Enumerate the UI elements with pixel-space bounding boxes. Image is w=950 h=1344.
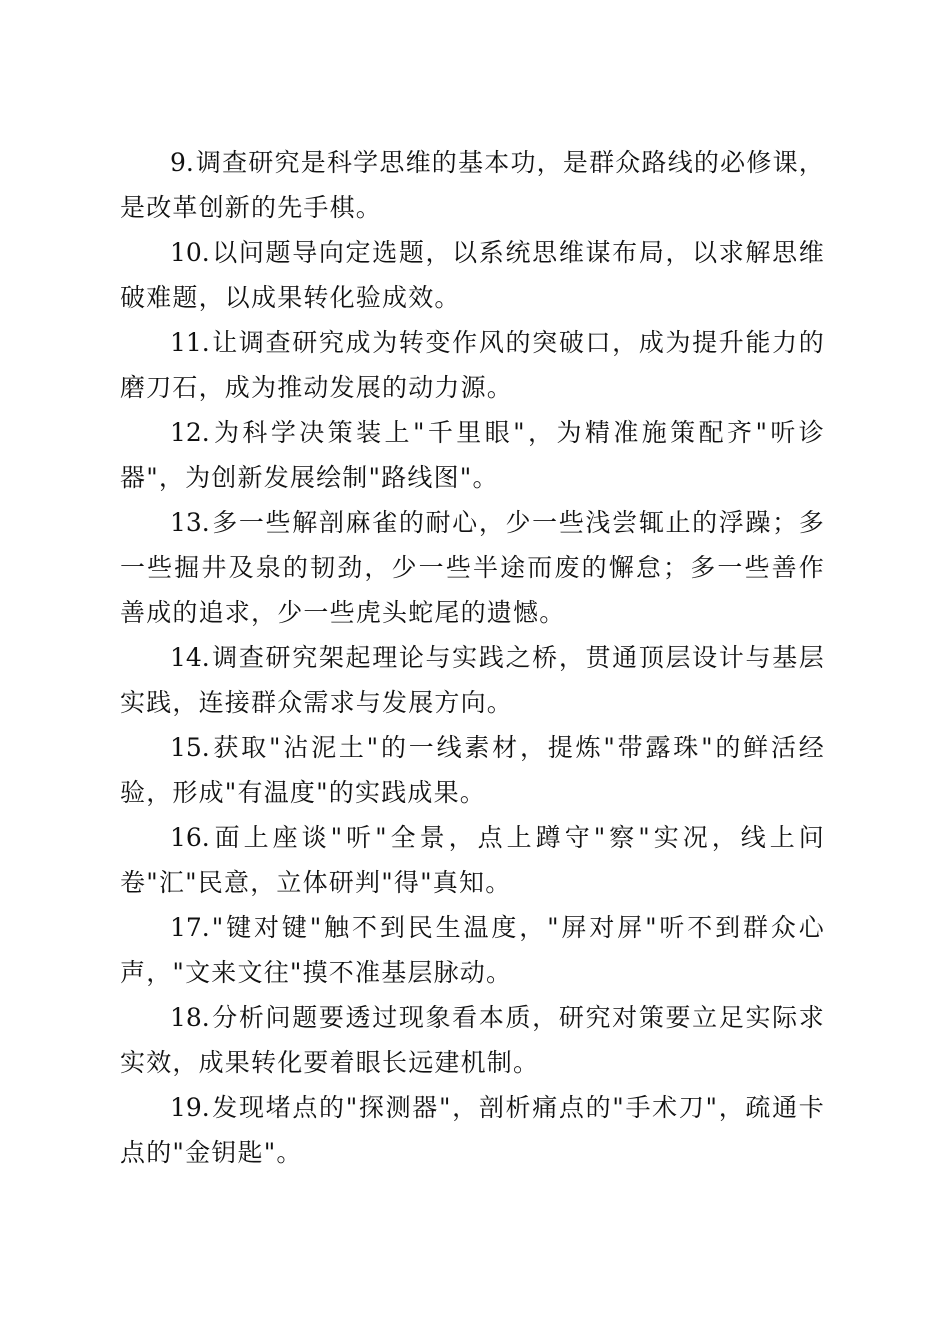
- paragraph-19: [120, 1085, 825, 1175]
- paragraph-text: "键对键"触不到民生温度，"屏对屏"听不到群众心声，"文来文往"摸不准基层脉动。: [120, 913, 825, 987]
- paragraph-text: 以问题导向定选题，以系统思维谋布局，以求解思维破难题，以成果转化验成效。: [120, 238, 825, 312]
- paragraph-text: 获取"沾泥土"的一线素材，提炼"带露珠"的鲜活经验，形成"有温度"的实践成果。: [120, 733, 825, 807]
- paragraph-number: 14.: [170, 643, 210, 672]
- paragraph-number: 13.: [170, 508, 210, 537]
- paragraph-number: 17.: [170, 913, 210, 942]
- paragraph-12: [120, 410, 825, 500]
- paragraph-number: 10.: [170, 238, 210, 267]
- paragraph-10: [120, 230, 825, 320]
- paragraph-number: 16.: [170, 823, 210, 852]
- paragraph-15: [120, 725, 825, 815]
- paragraph-16: [120, 815, 825, 905]
- paragraph-number: 12.: [170, 418, 210, 447]
- paragraph-text: 面上座谈"听"全景，点上蹲守"察"实况，线上问卷"汇"民意，立体研判"得"真知。: [120, 823, 825, 897]
- paragraph-text: 调查研究架起理论与实践之桥，贯通顶层设计与基层实践，连接群众需求与发展方向。: [120, 643, 825, 717]
- paragraph-text: 分析问题要透过现象看本质，研究对策要立足实际求实效，成果转化要着眼长远建机制。: [120, 1003, 825, 1077]
- paragraph-number: 15.: [170, 733, 210, 762]
- paragraph-number: 11.: [170, 328, 210, 357]
- document-body: [120, 140, 825, 1175]
- paragraph-11: [120, 320, 825, 410]
- paragraph-9: [120, 140, 825, 230]
- paragraph-text: 调查研究是科学思维的基本功，是群众路线的必修课，是改革创新的先手棋。: [120, 148, 825, 222]
- paragraph-text: 发现堵点的"探测器"，剖析痛点的"手术刀"，疏通卡点的"金钥匙"。: [120, 1093, 825, 1167]
- paragraph-number: 19.: [170, 1093, 210, 1122]
- paragraph-18: [120, 995, 825, 1085]
- paragraph-text: 多一些解剖麻雀的耐心，少一些浅尝辄止的浮躁；多一些掘井及泉的韧劲，少一些半途而废的懈怠；多一些善作善成的追求，少一些虎头蛇尾的遗憾。: [120, 508, 825, 627]
- paragraph-number: 9.: [170, 148, 194, 177]
- paragraph-text: 为科学决策装上"千里眼"，为精准施策配齐"听诊器"，为创新发展绘制"路线图"。: [120, 418, 825, 492]
- paragraph-number: 18.: [170, 1003, 210, 1032]
- paragraph-17: [120, 905, 825, 995]
- paragraph-text: 让调查研究成为转变作风的突破口，成为提升能力的磨刀石，成为推动发展的动力源。: [120, 328, 825, 402]
- paragraph-14: [120, 635, 825, 725]
- paragraph-13: [120, 500, 825, 635]
